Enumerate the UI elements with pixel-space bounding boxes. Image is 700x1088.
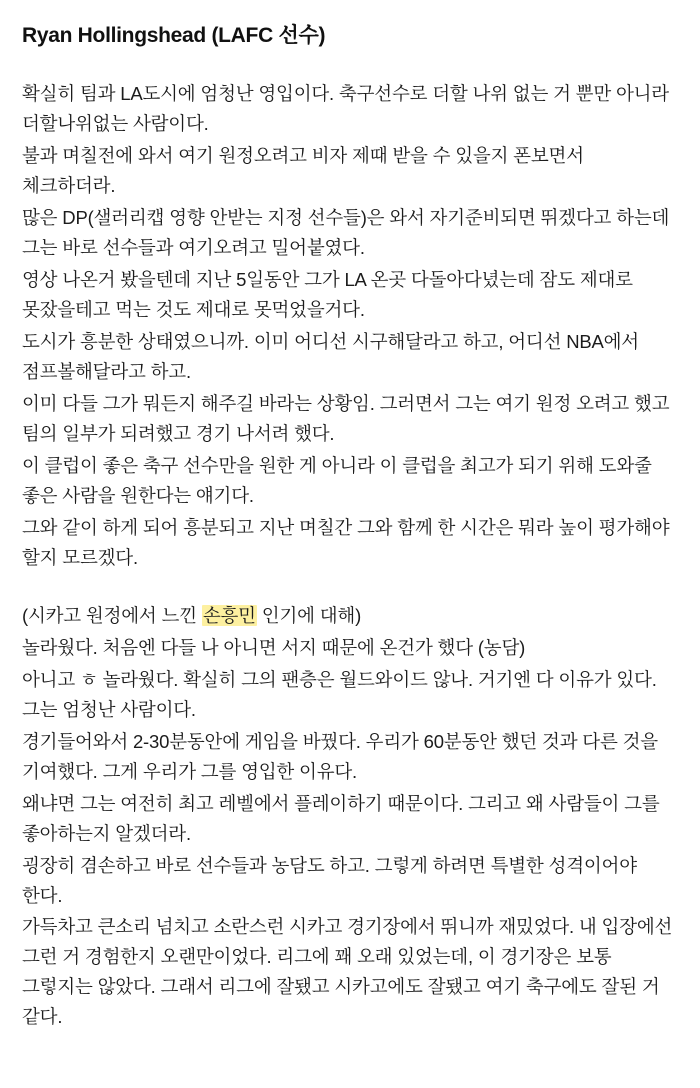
paragraph: 이 클럽이 좋은 축구 선수만을 원한 게 아니라 이 클럽을 최고가 되기 위해 도와줄 좋은 사람을 원한다는 얘기다. [22, 454, 652, 506]
article-body [22, 79, 678, 1032]
paragraph: 확실히 팀과 LA도시에 엄청난 영입이다. 축구선수로 더할 나위 없는 거 뿐만 아니라 더할나위없는 사람이다. [22, 83, 669, 135]
paragraph: 왜냐면 그는 여전히 최고 레벨에서 플레이하기 때문이다. 그리고 왜 사람들이 그를 좋아하는지 알겠더라. [22, 792, 660, 844]
paragraph: 이미 다들 그가 뭐든지 해주길 바라는 상황임. 그러면서 그는 여기 원정 오려고 했고 팀의 일부가 되려했고 경기 나서려 했다. [22, 392, 670, 444]
paragraph: 영상 나온거 봤을텐데 지난 5일동안 그가 LA 온곳 다돌아다녔는데 잠도 제대로 못잤을테고 먹는 것도 제대로 못먹었을거다. [22, 269, 633, 321]
question-line [22, 601, 678, 631]
paragraph: 가득차고 큰소리 넘치고 소란스런 시카고 경기장에서 뛰니까 재밌었다. 내 입장에선 그런 거 경험한지 오랜만이었다. 리그에 꽤 오래 있었는데, 이 경기장은 보통 그렇지는 않았다. 그래서 리그에 잘됐고 시카고에도 잘됐고 여기 축구에도 잘된 거 같다. [22, 916, 673, 1028]
paragraph: 많은 DP(샐러리캡 영향 안받는 지정 선수들)은 와서 자기준비되면 뛰겠다고 하는데 그는 바로 선수들과 여기오려고 밀어붙였다. [22, 207, 670, 259]
question-suffix: 인기에 대해) [256, 604, 362, 626]
section-spacer [22, 575, 678, 601]
question-prefix: (시카고 원정에서 느낀 [22, 604, 202, 626]
paragraph: 아니고 ㅎ 놀라웠다. 확실히 그의 팬층은 월드와이드 않나. 거기엔 다 이유가 있다. 그는 엄청난 사람이다. [22, 668, 657, 720]
paragraph: 불과 며칠전에 와서 여기 원정오려고 비자 제때 받을 수 있을지 폰보면서 체크하더라. [22, 145, 584, 197]
paragraph: 그와 같이 하게 되어 흥분되고 지난 며칠간 그와 함께 한 시간은 뭐라 높이 평가해야 할지 모르겠다. [22, 516, 670, 568]
highlighted-name: 손흥민 [202, 604, 256, 626]
paragraph: 도시가 흥분한 상태였으니까. 이미 어디선 시구해달라고 하고, 어디선 NBA에서 점프볼해달라고 하고. [22, 331, 639, 383]
paragraph: 놀라웠다. 처음엔 다들 나 아니면 서지 때문에 온건가 했다 (농담) [22, 636, 526, 658]
page-title: Ryan Hollingshead (LAFC 선수) [22, 24, 326, 47]
paragraph: 경기들어와서 2-30분동안에 게임을 바꿨다. 우리가 60분동안 했던 것과 다른 것을 기여했다. 그게 우리가 그를 영입한 이유다. [22, 730, 658, 782]
paragraph: 굉장히 겸손하고 바로 선수들과 농담도 하고. 그렇게 하려면 특별한 성격이어야 한다. [22, 854, 637, 906]
